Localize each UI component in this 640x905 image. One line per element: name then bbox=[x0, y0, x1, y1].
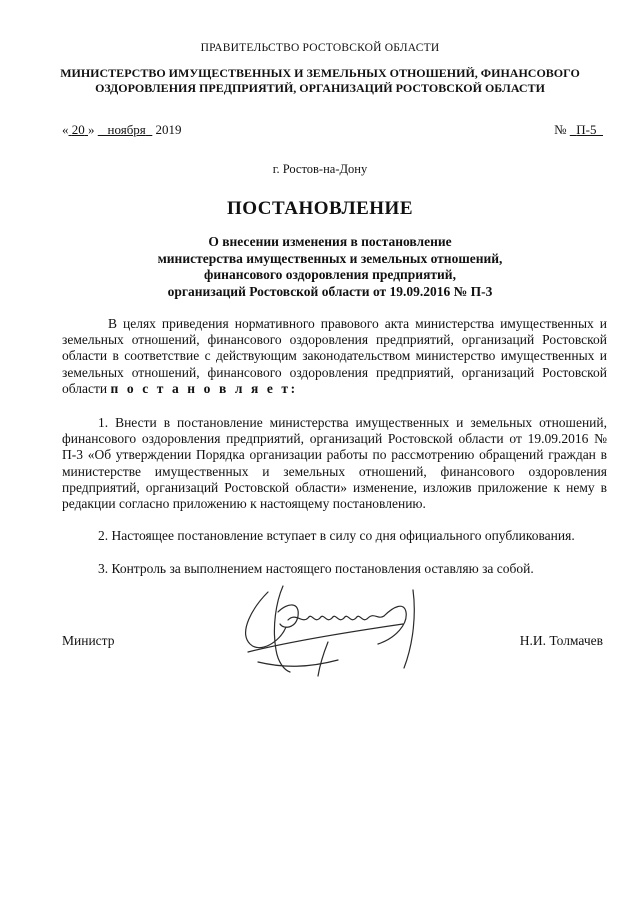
number-value: П-5 bbox=[576, 122, 597, 137]
subject-line-1: О внесении изменения в постановление bbox=[208, 234, 452, 249]
date-month: ноября bbox=[107, 122, 146, 137]
subject-line-2: министерства имущественных и земельных отношений, bbox=[157, 250, 503, 266]
decree-subject bbox=[80, 234, 580, 300]
document-title: ПОСТАНОВЛЕНИЕ bbox=[226, 198, 414, 219]
subject-line-3: финансового оздоровления предприятий, bbox=[204, 267, 456, 282]
item-1-paragraph: 1. Внести в постановление министерства имущественных и земельных отношений, финансового оздоровления предприятий, организаций Ростовской области от 19.09.2016 № П-3 «Об утверждении Порядка организации работы по рассмотрению обращений граждан в министерстве имущественных и земельных отношений, финансового оздоровления предприятий, организаций Ростовской области» изменение, изложив приложение к нему в редакции согласно приложению к настоящему постановлению. bbox=[62, 415, 607, 512]
subject-line-4: организаций Ростовской области от 19.09.2016 № П-3 bbox=[167, 283, 493, 299]
decree-date bbox=[62, 122, 182, 138]
date-close-quote: » bbox=[88, 122, 95, 137]
ministry-header-line-1: МИНИСТЕРСТВО ИМУЩЕСТВЕННЫХ И ЗЕМЕЛЬНЫХ ОТНОШЕНИЙ, ФИНАНСОВОГО bbox=[60, 66, 580, 80]
intro-text: В целях приведения нормативного правового акта министерства имущественных и земельных отношений, финансового оздоровления предприятий, организаций Ростовской области в соответствие с действующим законодательством министерство имущественных и земельных отношений, финансового оздоровления предприятий, организаций Ростовской области bbox=[62, 316, 607, 396]
ministry-header bbox=[40, 66, 600, 96]
number-sign: № bbox=[554, 122, 567, 137]
signer-name: Н.И. Толмачев bbox=[519, 633, 603, 648]
government-header: ПРАВИТЕЛЬСТВО РОСТОВСКОЙ ОБЛАСТИ bbox=[200, 42, 440, 54]
signer-position: Министр bbox=[62, 633, 115, 648]
decree-verb: п о с т а н о в л я е т: bbox=[110, 380, 298, 396]
city-name: г. Ростов-на-Дону bbox=[272, 162, 368, 176]
date-open-quote: « bbox=[62, 122, 69, 137]
intro-paragraph bbox=[62, 316, 607, 397]
date-day: 20 bbox=[71, 122, 85, 137]
ministry-header-line-2: ОЗДОРОВЛЕНИЯ ПРЕДПРИЯТИЙ, ОРГАНИЗАЦИЙ РОСТОВСКОЙ ОБЛАСТИ bbox=[95, 81, 545, 95]
item-2-paragraph: 2. Настоящее постановление вступает в силу со дня официального опубликования. bbox=[98, 528, 575, 543]
date-year: 2019 bbox=[155, 122, 182, 137]
decree-number bbox=[554, 122, 603, 138]
handwritten-signature bbox=[228, 572, 428, 682]
item-3-paragraph: 3. Контроль за выполнением настоящего постановления оставляю за собой. bbox=[98, 561, 534, 576]
